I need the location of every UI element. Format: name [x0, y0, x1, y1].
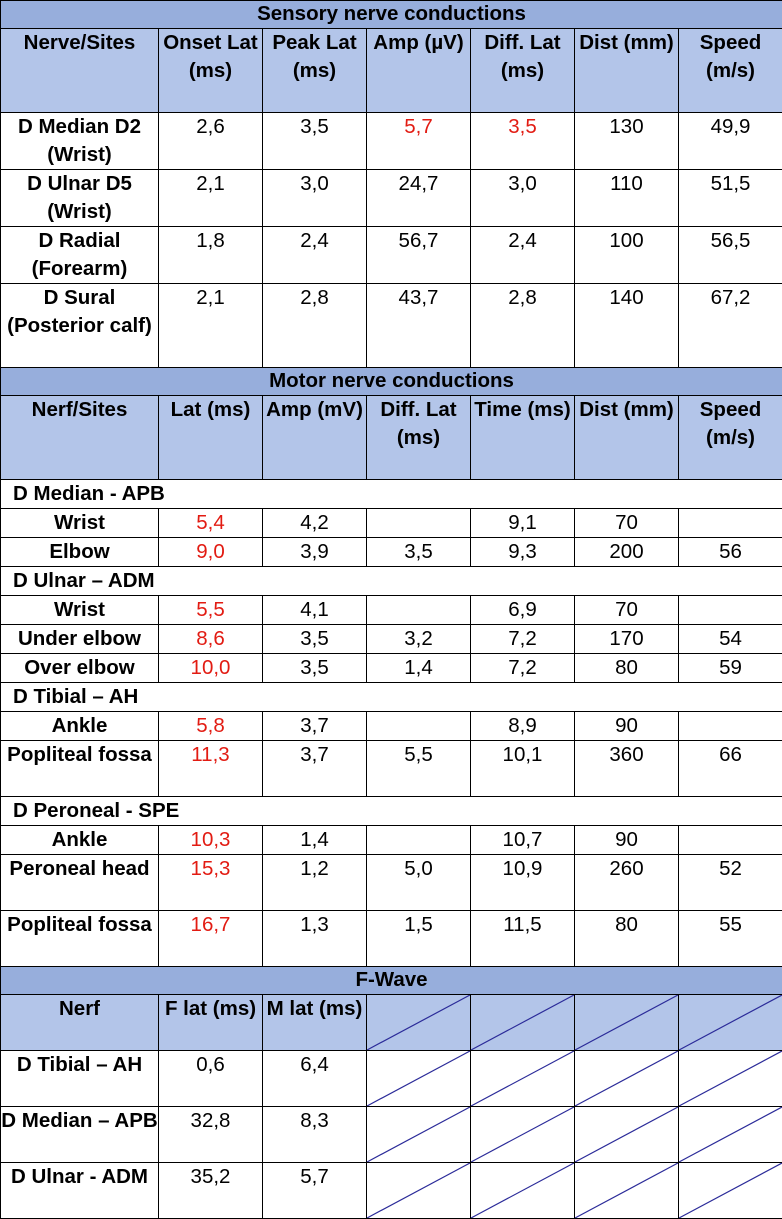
diagonal-line [471, 1107, 574, 1162]
dist-value: 170 [575, 625, 679, 654]
nerve-site-label: D Ulnar D5 (Wrist) [1, 170, 159, 227]
diff-lat-value [367, 509, 471, 538]
diagonal-line [679, 995, 782, 1050]
speed-value [679, 509, 782, 538]
diagonal-line [367, 995, 470, 1050]
diagonal-line [575, 1107, 678, 1162]
diagonal-line [679, 1051, 782, 1106]
abnormal-value: 5,7 [404, 115, 433, 138]
table-row [1, 911, 782, 967]
dist-value: 360 [575, 741, 679, 797]
lat-value [159, 911, 263, 967]
fwave-section-title: F-Wave [1, 967, 782, 995]
site-label: Ankle [1, 712, 159, 741]
column-header: Dist (mm) [575, 396, 679, 480]
diagonal-line [471, 1051, 574, 1106]
lat-value [159, 596, 263, 625]
abnormal-value: 8,6 [196, 627, 225, 650]
group-row [1, 480, 782, 509]
empty-crossed-cell [679, 995, 782, 1051]
empty-crossed-cell [471, 1163, 575, 1219]
peak-lat-value: 3,0 [263, 170, 367, 227]
speed-value: 67,2 [679, 284, 782, 368]
column-header: Nerf/Sites [1, 396, 159, 480]
amp-value: 1,4 [263, 826, 367, 855]
amp-value: 3,5 [263, 625, 367, 654]
lat-value [159, 826, 263, 855]
abnormal-value: 10,3 [191, 828, 231, 851]
lat-value [159, 741, 263, 797]
peak-lat-value: 2,4 [263, 227, 367, 284]
dist-value: 260 [575, 855, 679, 911]
diagonal-line [575, 995, 678, 1050]
dist-value: 90 [575, 826, 679, 855]
column-header: Onset Lat (ms) [159, 29, 263, 113]
speed-value [679, 826, 782, 855]
abnormal-value: 15,3 [191, 857, 231, 880]
table-row [1, 1107, 782, 1163]
nerve-site-label: D Sural (Posterior calf) [1, 284, 159, 368]
amp-value: 3,7 [263, 712, 367, 741]
time-value: 10,1 [471, 741, 575, 797]
nerve-label: D Tibial – AH [1, 1051, 159, 1107]
nerve-group-label: D Tibial – AH [1, 683, 782, 712]
table-row [1, 625, 782, 654]
site-label: Over elbow [1, 654, 159, 683]
diagonal-line [471, 1163, 574, 1218]
time-value: 10,9 [471, 855, 575, 911]
table-row [1, 741, 782, 797]
group-row [1, 797, 782, 826]
diagonal-line [679, 1107, 782, 1162]
table-row [1, 284, 782, 368]
time-value: 10,7 [471, 826, 575, 855]
diff-lat-value: 3,2 [367, 625, 471, 654]
onset-lat-value: 2,6 [159, 113, 263, 170]
speed-value: 54 [679, 625, 782, 654]
motor-title-row [1, 368, 782, 396]
f-lat-value: 32,8 [159, 1107, 263, 1163]
column-header: Diff. Lat (ms) [367, 396, 471, 480]
table-row [1, 227, 782, 284]
fwave-title-row [1, 967, 782, 995]
amp-value: 3,9 [263, 538, 367, 567]
abnormal-value: 3,5 [508, 115, 537, 138]
amp-value: 4,2 [263, 509, 367, 538]
table-header-row [1, 995, 782, 1051]
lat-value [159, 712, 263, 741]
motor-section-title: Motor nerve conductions [1, 368, 782, 396]
abnormal-value: 9,0 [196, 540, 225, 563]
amp-value: 24,7 [367, 170, 471, 227]
onset-lat-value: 2,1 [159, 170, 263, 227]
amp-value: 3,7 [263, 741, 367, 797]
table-row [1, 509, 782, 538]
lat-value [159, 654, 263, 683]
amp-value: 1,3 [263, 911, 367, 967]
diff-lat-value: 5,5 [367, 741, 471, 797]
nerve-group-label: D Peroneal - SPE [1, 797, 782, 826]
diagonal-line [367, 1163, 470, 1218]
site-label: Ankle [1, 826, 159, 855]
time-value: 9,3 [471, 538, 575, 567]
diff-lat-value [367, 826, 471, 855]
dist-value: 110 [575, 170, 679, 227]
column-header: Time (ms) [471, 396, 575, 480]
column-header: Nerf [1, 995, 159, 1051]
dist-value: 70 [575, 596, 679, 625]
diff-lat-value: 3,5 [367, 538, 471, 567]
time-value: 9,1 [471, 509, 575, 538]
speed-value: 56 [679, 538, 782, 567]
abnormal-value: 5,8 [196, 714, 225, 737]
amp-value: 4,1 [263, 596, 367, 625]
dist-value: 80 [575, 911, 679, 967]
sensory-section-title: Sensory nerve conductions [1, 1, 782, 29]
diff-lat-value: 5,0 [367, 855, 471, 911]
speed-value: 55 [679, 911, 782, 967]
time-value: 7,2 [471, 625, 575, 654]
diff-lat-value: 1,4 [367, 654, 471, 683]
table-row [1, 826, 782, 855]
table-row [1, 113, 782, 170]
diff-lat-value: 3,0 [471, 170, 575, 227]
table-row [1, 1051, 782, 1107]
amp-value: 3,5 [263, 654, 367, 683]
speed-value: 56,5 [679, 227, 782, 284]
dist-value: 200 [575, 538, 679, 567]
site-label: Wrist [1, 596, 159, 625]
column-header: Lat (ms) [159, 396, 263, 480]
column-header: Amp (µV) [367, 29, 471, 113]
group-row [1, 683, 782, 712]
column-header: Amp (mV) [263, 396, 367, 480]
abnormal-value: 16,7 [191, 913, 231, 936]
diff-lat-value [471, 113, 575, 170]
empty-crossed-cell [471, 1051, 575, 1107]
site-label: Wrist [1, 509, 159, 538]
time-value: 8,9 [471, 712, 575, 741]
table-row [1, 596, 782, 625]
site-label: Elbow [1, 538, 159, 567]
diff-lat-value: 1,5 [367, 911, 471, 967]
diagonal-line [575, 1163, 678, 1218]
onset-lat-value: 1,8 [159, 227, 263, 284]
empty-crossed-cell [679, 1163, 782, 1219]
time-value: 11,5 [471, 911, 575, 967]
nerve-label: D Median – APB [1, 1107, 159, 1163]
nerve-site-label: D Median D2 (Wrist) [1, 113, 159, 170]
lat-value [159, 625, 263, 654]
speed-value [679, 712, 782, 741]
amp-value [367, 113, 471, 170]
peak-lat-value: 3,5 [263, 113, 367, 170]
diagonal-line [471, 995, 574, 1050]
diagonal-line [679, 1163, 782, 1218]
site-label: Popliteal fossa [1, 741, 159, 797]
nerve-group-label: D Ulnar – ADM [1, 567, 782, 596]
table-header-row [1, 396, 782, 480]
abnormal-value: 5,5 [196, 598, 225, 621]
abnormal-value: 10,0 [191, 656, 231, 679]
speed-value: 59 [679, 654, 782, 683]
amp-value: 56,7 [367, 227, 471, 284]
diff-lat-value [367, 712, 471, 741]
abnormal-value: 5,4 [196, 511, 225, 534]
empty-crossed-cell [679, 1051, 782, 1107]
speed-value: 49,9 [679, 113, 782, 170]
diff-lat-value: 2,4 [471, 227, 575, 284]
column-header: Speed (m/s) [679, 396, 782, 480]
amp-value: 43,7 [367, 284, 471, 368]
speed-value: 66 [679, 741, 782, 797]
lat-value [159, 538, 263, 567]
dist-value: 140 [575, 284, 679, 368]
column-header: Dist (mm) [575, 29, 679, 113]
nerve-group-label: D Median - APB [1, 480, 782, 509]
m-lat-value: 6,4 [263, 1051, 367, 1107]
empty-crossed-cell [367, 1051, 471, 1107]
site-label: Peroneal head [1, 855, 159, 911]
sensory-title-row [1, 1, 782, 29]
dist-value: 80 [575, 654, 679, 683]
speed-value: 52 [679, 855, 782, 911]
empty-crossed-cell [575, 995, 679, 1051]
table-row [1, 170, 782, 227]
table-row [1, 712, 782, 741]
group-row [1, 567, 782, 596]
column-header: Nerve/Sites [1, 29, 159, 113]
speed-value: 51,5 [679, 170, 782, 227]
column-header: F lat (ms) [159, 995, 263, 1051]
empty-crossed-cell [367, 995, 471, 1051]
dist-value: 100 [575, 227, 679, 284]
column-header: Diff. Lat (ms) [471, 29, 575, 113]
amp-value: 1,2 [263, 855, 367, 911]
diff-lat-value [367, 596, 471, 625]
onset-lat-value: 2,1 [159, 284, 263, 368]
site-label: Under elbow [1, 625, 159, 654]
empty-crossed-cell [471, 995, 575, 1051]
diagonal-line [367, 1107, 470, 1162]
nerve-site-label: D Radial (Forearm) [1, 227, 159, 284]
dist-value: 70 [575, 509, 679, 538]
empty-crossed-cell [367, 1107, 471, 1163]
table-row [1, 855, 782, 911]
column-header: Speed (m/s) [679, 29, 782, 113]
empty-crossed-cell [575, 1163, 679, 1219]
speed-value [679, 596, 782, 625]
diagonal-line [367, 1051, 470, 1106]
column-header: M lat (ms) [263, 995, 367, 1051]
site-label: Popliteal fossa [1, 911, 159, 967]
m-lat-value: 8,3 [263, 1107, 367, 1163]
column-header: Peak Lat (ms) [263, 29, 367, 113]
dist-value: 130 [575, 113, 679, 170]
time-value: 7,2 [471, 654, 575, 683]
lat-value [159, 509, 263, 538]
m-lat-value: 5,7 [263, 1163, 367, 1219]
nerve-label: D Ulnar - ADM [1, 1163, 159, 1219]
diff-lat-value: 2,8 [471, 284, 575, 368]
empty-crossed-cell [471, 1107, 575, 1163]
table-row [1, 654, 782, 683]
dist-value: 90 [575, 712, 679, 741]
f-lat-value: 0,6 [159, 1051, 263, 1107]
abnormal-value: 11,3 [191, 743, 229, 766]
table-row [1, 538, 782, 567]
empty-crossed-cell [679, 1107, 782, 1163]
empty-crossed-cell [575, 1107, 679, 1163]
diagonal-line [575, 1051, 678, 1106]
table-header-row [1, 29, 782, 113]
empty-crossed-cell [367, 1163, 471, 1219]
empty-crossed-cell [575, 1051, 679, 1107]
table-row [1, 1163, 782, 1219]
lat-value [159, 855, 263, 911]
time-value: 6,9 [471, 596, 575, 625]
f-lat-value: 35,2 [159, 1163, 263, 1219]
peak-lat-value: 2,8 [263, 284, 367, 368]
